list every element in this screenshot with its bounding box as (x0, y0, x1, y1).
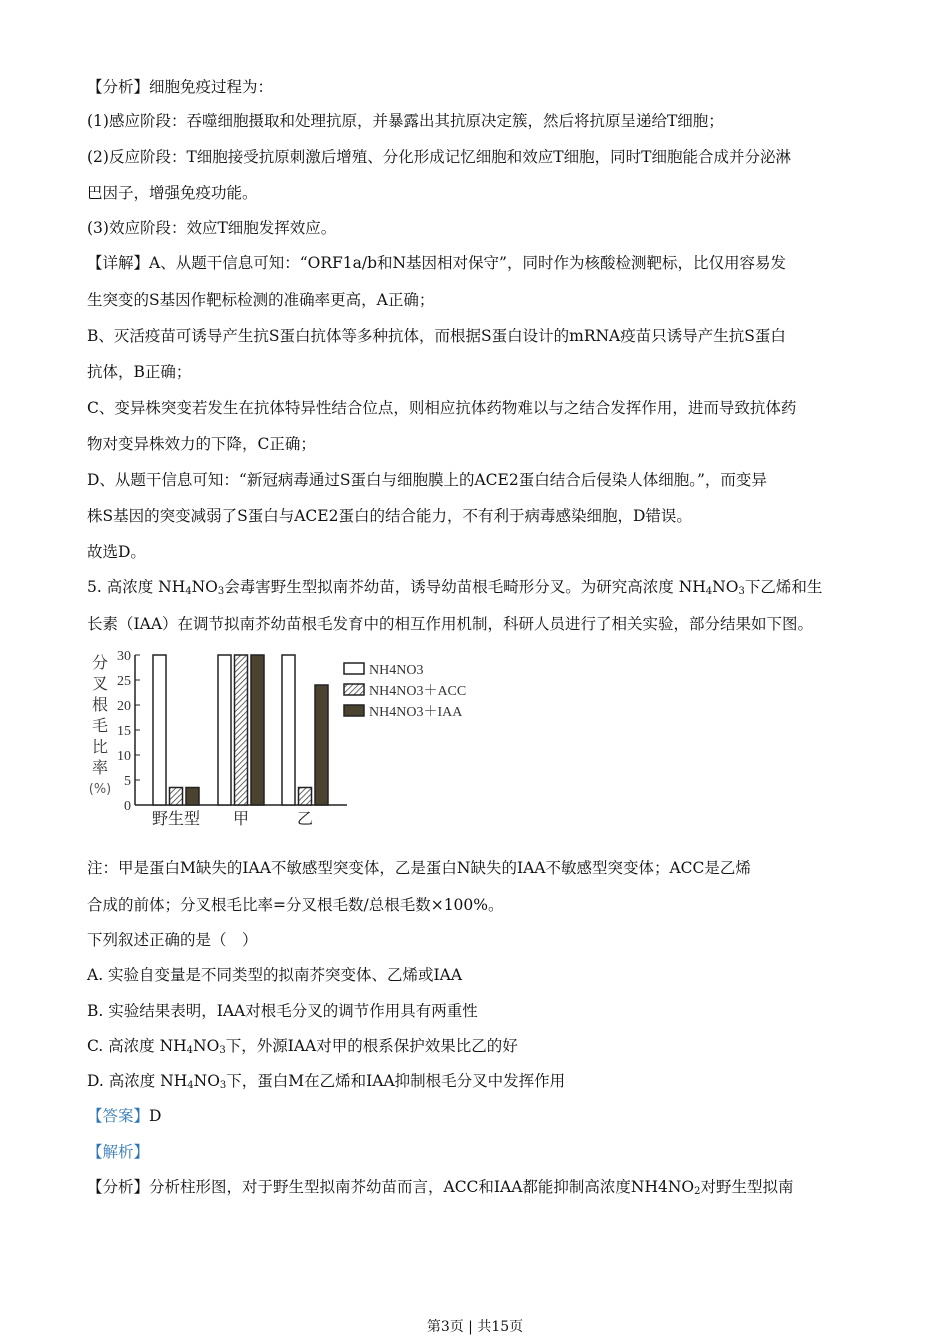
x-tick-label: 甲 (232, 809, 250, 828)
note-line-2: 合成的前体；分叉根毛比率=分叉根毛数/总根毛数×100%。 (87, 896, 504, 914)
text: 5. 高浓度 NH (87, 578, 186, 596)
y-tick-label: 25 (117, 674, 131, 689)
text-line: 抗体，B正确； (87, 363, 192, 381)
y-axis-label-char: 率 (91, 758, 109, 777)
y-axis-label-char: 比 (91, 737, 109, 756)
bar (315, 685, 328, 805)
x-tick-label: 乙 (296, 809, 314, 828)
text-line: 故选D。 (87, 543, 146, 561)
y-axis-label-char: 分 (91, 653, 109, 672)
x-tick-label: 野生型 (151, 809, 201, 828)
text: 下，外源IAA对甲的根系保护效果比乙的好 (225, 1037, 518, 1055)
text-line: D、从题干信息可知：“新冠病毒通过S蛋白与细胞膜上的ACE2蛋白结合后侵染人体细胞。”，而变异 (87, 471, 767, 489)
bar (186, 788, 199, 806)
text-line: C、变异株突变若发生在抗体特异性结合位点，则相应抗体药物难以与之结合发挥作用，进而导致抗体药 (87, 399, 797, 417)
option-d (87, 1071, 565, 1096)
y-axis-label-char: 毛 (91, 716, 109, 735)
bar (299, 788, 312, 806)
text: 会毒害野生型拟南芥幼苗，诱导幼苗根毛畸形分叉。为研究高浓度 NH (224, 578, 706, 596)
question-stem: 下列叙述正确的是（ ） (87, 931, 258, 949)
subscript: 3 (738, 586, 745, 597)
y-axis-label-unit: (%) (88, 782, 112, 797)
subscript: 4 (185, 586, 192, 597)
bar-chart (80, 640, 500, 835)
bar (153, 655, 166, 805)
text-line: (3)效应阶段：效应T细胞发挥效应。 (87, 219, 337, 237)
bar (218, 655, 231, 805)
question-5-line-2: 长素（IAA）在调节拟南芥幼苗根毛发育中的相互作用机制，科研人员进行了相关实验，部分结果如下图。 (87, 615, 814, 633)
subscript: 2 (694, 1186, 701, 1197)
text-line: 巴因子，增强免疫功能。 (87, 184, 258, 202)
text: NO (193, 1037, 220, 1055)
analysis-label: 【解析】 (87, 1143, 150, 1161)
text-line: 【分析】细胞免疫过程为： (87, 78, 274, 96)
option-b: B. 实验结果表明，IAA对根毛分叉的调节作用具有两重性 (87, 1002, 478, 1020)
legend-label: NH4NO3 (369, 663, 424, 678)
text-line: 【详解】A、从题干信息可知：“ORF1a/b和N基因相对保守”，同时作为核酸检测靶标，比仅用容易发 (87, 254, 786, 272)
answer (87, 1106, 161, 1126)
text: D. 高浓度 NH (87, 1072, 188, 1090)
bar (282, 655, 295, 805)
y-axis-label-char: 叉 (91, 674, 109, 693)
text-line: 物对变异株效力的下降，C正确； (87, 435, 316, 453)
bar (235, 655, 248, 805)
text-line: (2)反应阶段：T细胞接受抗原刺激后增殖、分化形成记忆细胞和效应T细胞，同时T细胞能合成并分泌淋 (87, 148, 791, 166)
text-line: 生突变的S基因作靶标检测的准确率更高，A正确； (87, 291, 435, 309)
y-tick-label: 10 (117, 749, 131, 764)
subscript: 3 (217, 586, 225, 597)
bar (251, 655, 264, 805)
text: 对野生型拟南 (700, 1178, 794, 1196)
y-tick-label: 15 (117, 724, 131, 739)
legend-swatch (344, 663, 364, 674)
bar (170, 788, 183, 806)
text: 【分析】分析柱形图，对于野生型拟南芥幼苗而言，ACC和IAA都能抑制高浓度NH4NO (87, 1178, 695, 1196)
subscript: 4 (705, 586, 713, 597)
answer-value: D (149, 1107, 162, 1125)
legend-label: NH4NO3＋IAA (369, 705, 463, 720)
text: C. 高浓度 NH (87, 1037, 187, 1055)
y-tick-label: 20 (117, 699, 131, 714)
option-a: A. 实验自变量是不同类型的拟南芥突变体、乙烯或IAA (87, 966, 463, 984)
legend-label: NH4NO3＋ACC (369, 684, 467, 699)
page-footer: 第3页 | 共15页 (426, 1319, 524, 1335)
option-c (87, 1036, 518, 1061)
text: NO (712, 578, 739, 596)
subscript: 4 (187, 1080, 194, 1091)
subscript: 3 (219, 1045, 226, 1056)
y-axis-label-char: 根 (91, 695, 109, 714)
subscript: 4 (186, 1045, 194, 1056)
legend-swatch (344, 705, 364, 716)
text: 下乙烯和生 (744, 578, 823, 596)
answer-label: 【答案】 (87, 1107, 150, 1125)
text: NO (193, 1072, 220, 1090)
question-5-line-1 (87, 577, 822, 602)
text: 下，蛋白M在乙烯和IAA抑制根毛分叉中发挥作用 (226, 1072, 566, 1090)
text-line: B、灭活疫苗可诱导产生抗S蛋白抗体等多种抗体，而根据S蛋白设计的mRNA疫苗只诱导产生抗S蛋白 (87, 327, 786, 345)
subscript: 3 (219, 1080, 227, 1091)
text-line: (1)感应阶段：吞噬细胞摄取和处理抗原，并暴露出其抗原决定簇，然后将抗原呈递给T细胞； (87, 112, 724, 130)
text-line: 株S基因的突变减弱了S蛋白与ACE2蛋白的结合能力，不有利于病毒感染细胞，D错误。 (87, 507, 692, 525)
text: NO (191, 578, 218, 596)
note-line-1: 注：甲是蛋白M缺失的IAA不敏感型突变体，乙是蛋白N缺失的IAA不敏感型突变体；ACC是乙烯 (87, 859, 751, 877)
analysis-line (87, 1177, 794, 1202)
y-tick-label: 0 (124, 799, 131, 814)
y-tick-label: 5 (124, 774, 131, 789)
legend-swatch (344, 684, 364, 695)
y-tick-label: 30 (117, 649, 131, 664)
